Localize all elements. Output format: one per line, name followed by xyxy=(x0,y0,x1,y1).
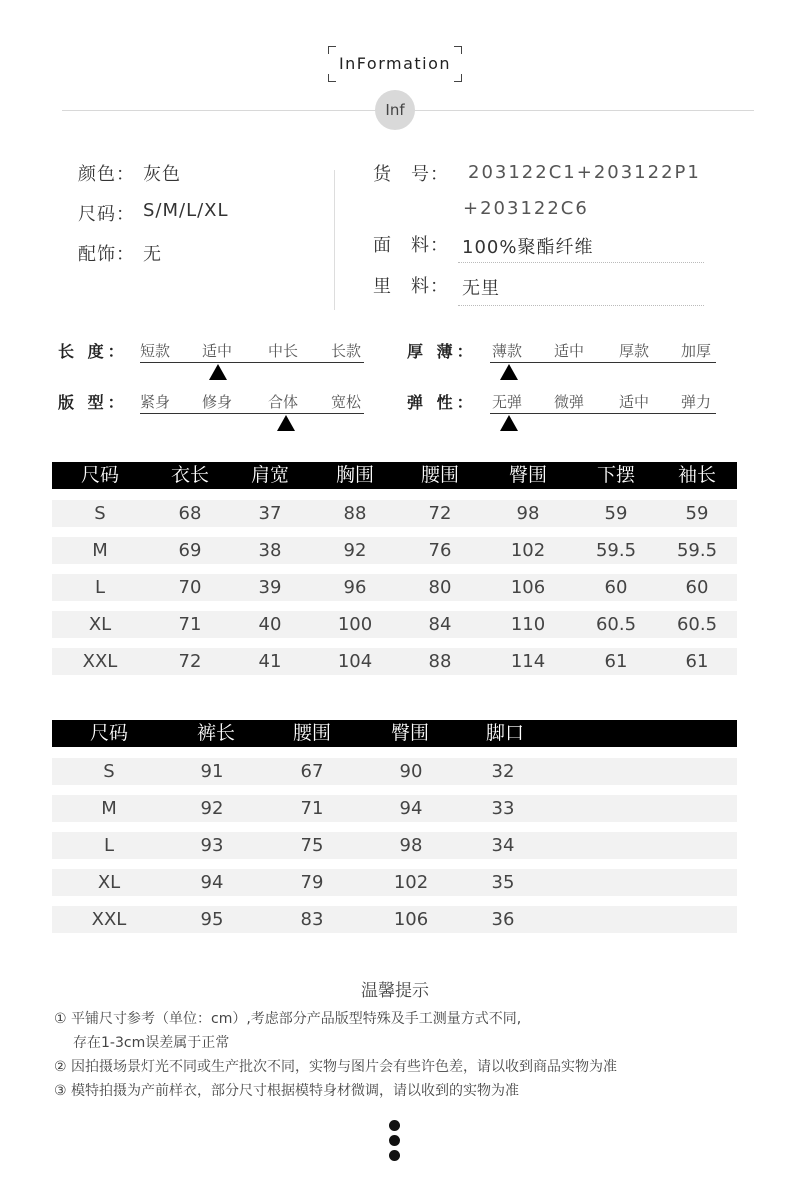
fit-label: 版 型： xyxy=(58,393,128,412)
top-header-cell: 袖长 xyxy=(677,464,717,486)
color-label: 颜色： xyxy=(78,164,135,185)
table-cell: 68 xyxy=(178,503,202,524)
table-cell: XXL xyxy=(82,651,118,672)
fit-option-4: 宽松 xyxy=(331,393,362,411)
top-table-header xyxy=(52,462,737,489)
top-header-cell: 臀围 xyxy=(508,464,548,486)
table-cell: XL xyxy=(97,872,121,893)
table-cell: 91 xyxy=(200,761,224,782)
table-cell: 59.5 xyxy=(676,540,718,561)
table-cell: 95 xyxy=(200,909,224,930)
table-row xyxy=(52,758,737,785)
table-cell: 98 xyxy=(399,835,423,856)
lining-value: 无里 xyxy=(462,278,500,299)
fit-option-3: 合体 xyxy=(268,393,299,411)
table-cell: M xyxy=(101,798,117,819)
table-cell: 88 xyxy=(428,651,452,672)
length-marker xyxy=(209,364,227,380)
table-cell: 34 xyxy=(491,835,515,856)
table-cell: 38 xyxy=(258,540,282,561)
table-cell: 83 xyxy=(300,909,324,930)
thickness-scale-line xyxy=(490,362,716,363)
elastic-option-4: 弹力 xyxy=(681,393,712,411)
table-cell: 104 xyxy=(337,651,373,672)
table-cell: 98 xyxy=(516,503,540,524)
table-cell: 96 xyxy=(343,577,367,598)
thickness-option-4: 加厚 xyxy=(681,342,712,360)
table-row xyxy=(52,869,737,896)
table-cell: 110 xyxy=(510,614,546,635)
item-no-line2: +203122C6 xyxy=(463,198,589,219)
table-cell: 61 xyxy=(685,651,709,672)
corner-bottom-left xyxy=(328,74,336,82)
item-no-label: 货 号： xyxy=(373,164,449,185)
thickness-option-2: 适中 xyxy=(554,342,585,360)
table-cell: 80 xyxy=(428,577,452,598)
table-cell: 106 xyxy=(393,909,429,930)
table-cell: 114 xyxy=(510,651,546,672)
thickness-label: 厚 薄： xyxy=(407,342,477,361)
information-title-box xyxy=(328,46,462,82)
table-cell: 94 xyxy=(200,872,224,893)
tip-line-1-cont: 存在1-3cm误差属于正常 xyxy=(73,1035,230,1051)
pants-header-cell: 裤长 xyxy=(196,722,236,744)
top-header-cell: 下摆 xyxy=(596,464,636,486)
table-cell: 75 xyxy=(300,835,324,856)
table-cell: 33 xyxy=(491,798,515,819)
table-cell: 69 xyxy=(178,540,202,561)
table-cell: 92 xyxy=(200,798,224,819)
table-cell: 60 xyxy=(685,577,709,598)
bottom-dot xyxy=(389,1135,400,1146)
table-cell: M xyxy=(92,540,108,561)
table-cell: 92 xyxy=(343,540,367,561)
length-option-2: 适中 xyxy=(202,342,233,360)
size-value: S/M/L/XL xyxy=(143,200,229,221)
table-cell: 70 xyxy=(178,577,202,598)
table-cell: 79 xyxy=(300,872,324,893)
table-cell: XXL xyxy=(91,909,127,930)
page-title: InFormation xyxy=(338,54,452,73)
table-row xyxy=(52,906,737,933)
table-cell: 72 xyxy=(428,503,452,524)
table-cell: 35 xyxy=(491,872,515,893)
table-cell: S xyxy=(103,761,115,782)
table-cell: 94 xyxy=(399,798,423,819)
fabric-underline xyxy=(458,262,704,263)
table-cell: 60.5 xyxy=(595,614,637,635)
table-cell: 59.5 xyxy=(595,540,637,561)
table-cell: 100 xyxy=(337,614,373,635)
length-scale-line xyxy=(140,362,364,363)
elastic-label: 弹 性： xyxy=(407,393,477,412)
elastic-marker xyxy=(500,415,518,431)
length-label: 长 度： xyxy=(58,342,128,361)
table-cell: L xyxy=(94,577,106,598)
table-cell: 71 xyxy=(300,798,324,819)
accessory-label: 配饰： xyxy=(78,244,135,265)
thickness-marker xyxy=(500,364,518,380)
tip-line-2: ② 因拍摄场景灯光不同或生产批次不同，实物与图片会有些许色差，请以收到商品实物为准 xyxy=(54,1059,617,1075)
table-row xyxy=(52,574,737,601)
fit-scale-line xyxy=(140,413,364,414)
bottom-dot xyxy=(389,1120,400,1131)
pants-header-cell: 尺码 xyxy=(89,722,129,744)
table-cell: 59 xyxy=(604,503,628,524)
table-cell: 59 xyxy=(685,503,709,524)
table-cell: 106 xyxy=(510,577,546,598)
elastic-option-2: 微弹 xyxy=(554,393,585,411)
table-cell: 72 xyxy=(178,651,202,672)
length-option-3: 中长 xyxy=(268,342,299,360)
tips-title: 温馨提示 xyxy=(361,981,429,1001)
corner-bottom-right xyxy=(454,74,462,82)
table-cell: 32 xyxy=(491,761,515,782)
length-option-1: 短款 xyxy=(140,342,171,360)
corner-top-right xyxy=(454,46,462,54)
tip-line-1: ① 平铺尺寸参考（单位：cm）,考虑部分产品版型特殊及手工测量方式不同, xyxy=(54,1011,522,1027)
bottom-dot xyxy=(389,1150,400,1161)
elastic-scale-line xyxy=(490,413,716,414)
table-cell: L xyxy=(103,835,115,856)
table-cell: 93 xyxy=(200,835,224,856)
pants-header-cell: 臀围 xyxy=(390,722,430,744)
pants-header-cell: 脚口 xyxy=(485,722,525,744)
table-row xyxy=(52,611,737,638)
tip-line-3: ③ 模特拍摄为产前样衣，部分尺寸根据模特身材微调，请以收到的实物为准 xyxy=(54,1083,519,1099)
table-row xyxy=(52,500,737,527)
fit-option-2: 修身 xyxy=(202,393,233,411)
thickness-option-1: 薄款 xyxy=(492,342,523,360)
table-cell: 90 xyxy=(399,761,423,782)
info-vertical-divider xyxy=(334,170,335,310)
thickness-option-3: 厚款 xyxy=(619,342,650,360)
table-cell: 61 xyxy=(604,651,628,672)
table-cell: 76 xyxy=(428,540,452,561)
table-cell: 102 xyxy=(510,540,546,561)
table-row xyxy=(52,795,737,822)
item-no-line1: 203122C1+203122P1 xyxy=(468,162,701,183)
fit-marker xyxy=(277,415,295,431)
size-label: 尺码： xyxy=(78,204,135,225)
table-cell: 102 xyxy=(393,872,429,893)
fabric-label: 面 料： xyxy=(373,235,449,256)
top-header-cell: 胸围 xyxy=(335,464,375,486)
top-header-cell: 尺码 xyxy=(80,464,120,486)
lining-underline xyxy=(458,305,704,306)
corner-top-left xyxy=(328,46,336,54)
table-cell: S xyxy=(94,503,106,524)
table-cell: 36 xyxy=(491,909,515,930)
color-value: 灰色 xyxy=(143,164,181,185)
pants-header-cell: 腰围 xyxy=(292,722,332,744)
top-header-cell: 腰围 xyxy=(420,464,460,486)
table-cell: 60 xyxy=(604,577,628,598)
table-row xyxy=(52,832,737,859)
length-option-4: 长款 xyxy=(331,342,362,360)
fabric-value: 100%聚酯纤维 xyxy=(462,237,594,258)
table-cell: 40 xyxy=(258,614,282,635)
table-cell: XL xyxy=(88,614,112,635)
top-header-cell: 衣长 xyxy=(170,464,210,486)
table-row xyxy=(52,648,737,675)
table-cell: 60.5 xyxy=(676,614,718,635)
table-cell: 41 xyxy=(258,651,282,672)
table-cell: 88 xyxy=(343,503,367,524)
pants-table-header xyxy=(52,720,737,747)
table-cell: 71 xyxy=(178,614,202,635)
top-header-cell: 肩宽 xyxy=(250,464,290,486)
inf-badge: Inf xyxy=(375,90,415,130)
accessory-value: 无 xyxy=(143,244,162,265)
elastic-option-1: 无弹 xyxy=(492,393,523,411)
table-cell: 37 xyxy=(258,503,282,524)
table-cell: 84 xyxy=(428,614,452,635)
table-cell: 67 xyxy=(300,761,324,782)
table-cell: 39 xyxy=(258,577,282,598)
fit-option-1: 紧身 xyxy=(140,393,171,411)
table-row xyxy=(52,537,737,564)
elastic-option-3: 适中 xyxy=(619,393,650,411)
lining-label: 里 料： xyxy=(373,276,449,297)
